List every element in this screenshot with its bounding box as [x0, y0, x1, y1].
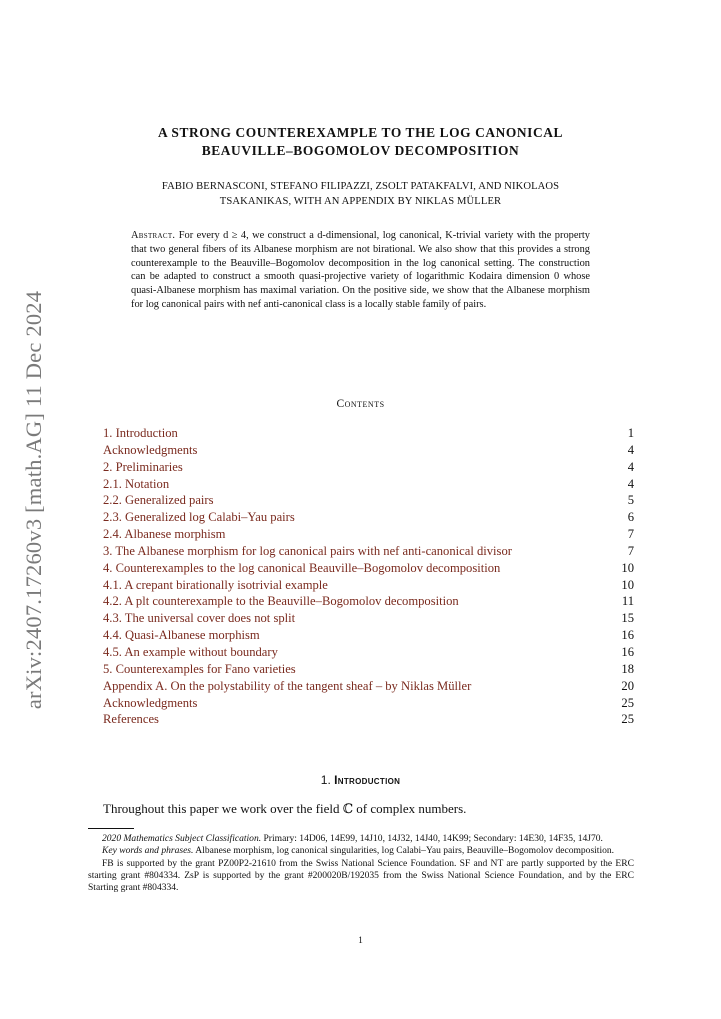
- table-of-contents: [103, 425, 634, 728]
- msc-body: Primary: 14D06, 14E99, 14J10, 14J32, 14J40, 14K99; Secondary: 14E30, 14F35, 14J70.: [263, 833, 603, 844]
- toc-entry: [103, 577, 634, 594]
- toc-entry: [103, 560, 634, 577]
- authors-line-2: TSAKANIKAS, WITH AN APPENDIX BY NIKLAS MÜLLER: [219, 196, 502, 207]
- toc-entry: [103, 627, 634, 644]
- toc-entry-page: 6: [627, 510, 634, 525]
- toc-entry: [103, 711, 634, 728]
- toc-entry: [103, 476, 634, 493]
- toc-entry-link[interactable]: 2.2. Generalized pairs: [103, 493, 214, 508]
- toc-entry: [103, 610, 634, 627]
- toc-entry: [103, 661, 634, 678]
- toc-entry-page: 25: [621, 712, 634, 727]
- toc-entry-page: 1: [627, 426, 634, 440]
- section-title: Introduction: [334, 773, 401, 787]
- toc-entry-link[interactable]: 5. Counterexamples for Fano varieties: [103, 661, 296, 676]
- toc-entry-page: 10: [621, 560, 634, 575]
- toc-entry-link[interactable]: 4.1. A crepant birationally isotrivial example: [103, 577, 328, 592]
- footnotes: [88, 833, 634, 895]
- toc-entry: [103, 526, 634, 543]
- toc-entry-page: 7: [627, 543, 634, 558]
- footnote-funding: FB is supported by the grant PZ00P2-21610 from the Swiss National Science Foundation. SF and NT are partly supported by the ERC starting grant #804334. ZsP is supported by the grant #200020B/192035 from the Swiss National Science Foundation, and by the ERC Starting grant #804334.: [88, 857, 634, 894]
- toc-entry-page: 11: [621, 594, 634, 609]
- toc-entry-page: 4: [627, 476, 634, 491]
- toc-entry-link[interactable]: 4. Counterexamples to the log canonical Beauville–Bogomolov decomposition: [103, 560, 501, 575]
- toc-entry: [103, 593, 634, 610]
- toc-entry-page: 10: [621, 577, 634, 592]
- toc-entry-page: 15: [621, 611, 634, 626]
- toc-entry-link[interactable]: 2. Preliminaries: [103, 459, 183, 474]
- section-number: 1.: [320, 773, 331, 787]
- abstract: [131, 229, 590, 312]
- toc-entry-link[interactable]: Appendix A. On the polystability of the tangent sheaf – by Niklas Müller: [103, 678, 472, 693]
- paper-title: [60, 124, 661, 160]
- arxiv-identifier-stamp: arXiv:2407.17260v3 [math.AG] 11 Dec 2024: [21, 290, 46, 710]
- msc-label: 2020 Mathematics Subject Classification.: [102, 833, 262, 844]
- toc-entry-page: 4: [627, 442, 634, 457]
- toc-entry: [103, 509, 634, 526]
- keywords-label: Key words and phrases.: [102, 845, 194, 857]
- keywords-body: Albanese morphism, log canonical singularities, log Calabi–Yau pairs, Beauville–Bogomolov decomposition.: [195, 845, 615, 857]
- toc-entry-link[interactable]: 4.5. An example without boundary: [103, 644, 278, 659]
- toc-entry-link[interactable]: Acknowledgments: [103, 695, 198, 710]
- footnote-msc: [88, 833, 634, 845]
- abstract-heading: Abstract.: [131, 230, 176, 241]
- authors-line-1: FABIO BERNASCONI, STEFANO FILIPAZZI, ZSOLT PATAKFALVI, AND NIKOLAOS: [161, 181, 560, 192]
- author-list: [60, 179, 661, 209]
- toc-entry-page: 20: [621, 678, 634, 693]
- toc-entry-link[interactable]: 2.1. Notation: [103, 476, 170, 491]
- toc-entry: [103, 492, 634, 509]
- footnote-keywords: [88, 845, 634, 857]
- toc-entry-page: 16: [621, 644, 634, 659]
- toc-entry-page: 7: [627, 527, 634, 542]
- intro-paragraph: Throughout this paper we work over the field ℂ of complex numbers.: [103, 801, 467, 816]
- toc-entry: [103, 678, 634, 695]
- toc-entry-link[interactable]: 2.4. Albanese morphism: [103, 527, 226, 542]
- toc-entry: [103, 442, 634, 459]
- toc-entry-page: 18: [621, 661, 634, 676]
- toc-entry-page: 5: [627, 493, 634, 508]
- toc-entry-link[interactable]: 1. Introduction: [103, 426, 178, 440]
- toc-entry-link[interactable]: 2.3. Generalized log Calabi–Yau pairs: [103, 510, 295, 525]
- toc-entry-link[interactable]: 4.3. The universal cover does not split: [103, 611, 296, 626]
- toc-entry-link[interactable]: 4.4. Quasi-Albanese morphism: [103, 628, 260, 643]
- section-heading: [60, 773, 661, 787]
- toc-entry: [103, 425, 634, 442]
- toc-entry-link[interactable]: 3. The Albanese morphism for log canonical pairs with nef anti-canonical divisor: [103, 543, 512, 558]
- contents-heading: Contents: [336, 398, 385, 410]
- toc-entry-page: 16: [621, 628, 634, 643]
- toc-entry-page: 25: [621, 695, 634, 710]
- toc-entry-link[interactable]: Acknowledgments: [103, 442, 198, 457]
- abstract-body: For every d ≥ 4, we construct a d-dimensional, log canonical, K-trivial variety with the property that two general fibers of its Albanese morphism are not birational. We also show that this provides a strong counterexample to the Beauville–Bogomolov decomposition in the log canonical setting. The construction can be adapted to construct a smooth quasi-projective variety of logarithmic Kodaira dimension 0 whose quasi-Albanese morphism has maximal variation. On the positive side, we show that the Albanese morphism for log canonical pairs with nef anti-canonical class is a locally stable family of pairs.: [131, 230, 590, 310]
- toc-entry-link[interactable]: 4.2. A plt counterexample to the Beauville–Bogomolov decomposition: [103, 594, 459, 609]
- toc-entry: [103, 459, 634, 476]
- toc-entry-link[interactable]: References: [103, 712, 159, 727]
- page-number: 1: [358, 936, 363, 946]
- footnote-rule: [88, 828, 134, 829]
- toc-entry: [103, 695, 634, 712]
- toc-entry-page: 4: [627, 459, 634, 474]
- title-line-2: BEAUVILLE–BOGOMOLOV DECOMPOSITION: [201, 143, 520, 158]
- title-line-1: A STRONG COUNTEREXAMPLE TO THE LOG CANONICAL: [157, 125, 564, 140]
- toc-entry: [103, 644, 634, 661]
- toc-entry: [103, 543, 634, 560]
